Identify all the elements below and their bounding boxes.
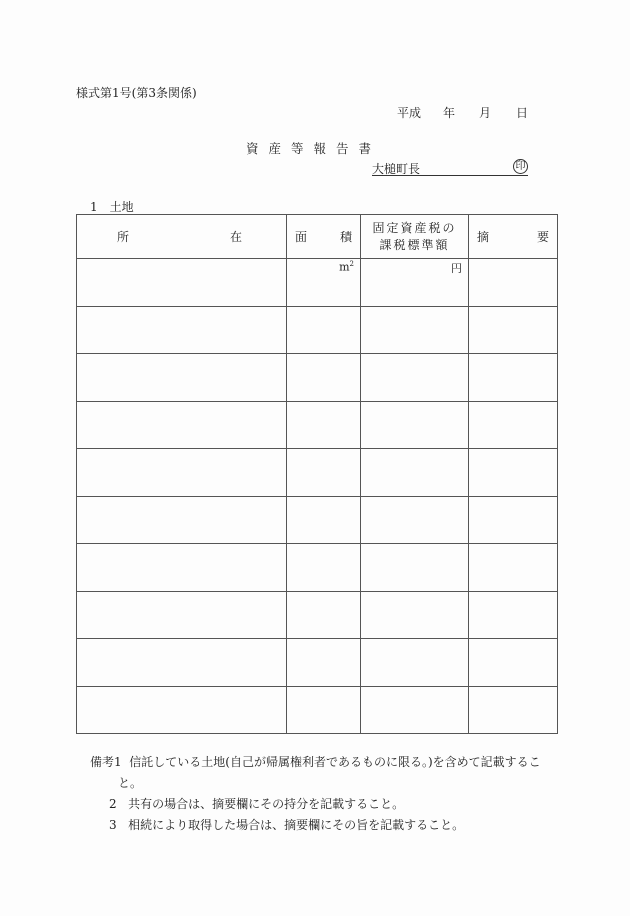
- header-text: 積: [339, 230, 352, 244]
- note-continuation: と。: [118, 776, 143, 790]
- location-cell[interactable]: [77, 591, 287, 639]
- table-row: [77, 496, 558, 544]
- area-cell[interactable]: [287, 639, 361, 687]
- note-item: [90, 752, 541, 773]
- area-cell[interactable]: [287, 686, 361, 734]
- tax-base-cell[interactable]: [361, 449, 469, 497]
- location-cell[interactable]: [77, 449, 287, 497]
- location-cell[interactable]: [77, 639, 287, 687]
- seal-icon: 印: [513, 159, 528, 174]
- area-cell[interactable]: [287, 354, 361, 402]
- note-prefix: 3: [109, 818, 117, 832]
- table-row: [77, 259, 558, 307]
- tax-base-cell[interactable]: [361, 401, 469, 449]
- tax-base-cell[interactable]: [361, 306, 469, 354]
- note-item: [90, 815, 541, 836]
- date-day: 日: [516, 106, 529, 120]
- header-text: 摘: [477, 230, 490, 244]
- header-text: 面: [295, 230, 308, 244]
- table-row: [77, 306, 558, 354]
- remarks-cell[interactable]: [469, 306, 558, 354]
- remarks-cell[interactable]: [469, 544, 558, 592]
- location-cell[interactable]: [77, 686, 287, 734]
- note-text: 相続により取得した場合は、摘要欄にその旨を記載すること。: [128, 818, 465, 832]
- remarks-cell[interactable]: [469, 401, 558, 449]
- location-cell[interactable]: [77, 354, 287, 402]
- location-cell[interactable]: [77, 306, 287, 354]
- remarks-cell[interactable]: [469, 496, 558, 544]
- tax-base-cell[interactable]: [361, 639, 469, 687]
- tax-base-cell[interactable]: [361, 686, 469, 734]
- date-era: 平成: [397, 106, 422, 120]
- date-line: [397, 104, 528, 121]
- document-title: 資産等報告書: [246, 141, 382, 156]
- header-text: 在: [229, 230, 242, 244]
- location-cell[interactable]: [77, 544, 287, 592]
- table-row: [77, 591, 558, 639]
- remarks-cell[interactable]: [469, 639, 558, 687]
- location-cell[interactable]: [77, 259, 287, 307]
- addressee: 大槌町長: [372, 162, 421, 176]
- header-text: 固定資産税の: [372, 220, 457, 235]
- header-location: [77, 215, 287, 259]
- tax-base-cell[interactable]: [361, 259, 469, 307]
- note-prefix: 2: [109, 797, 117, 811]
- note-prefix: 備考1: [90, 755, 122, 769]
- tax-base-cell[interactable]: [361, 544, 469, 592]
- table-row: [77, 544, 558, 592]
- table-row: [77, 449, 558, 497]
- area-cell[interactable]: [287, 306, 361, 354]
- section-heading: 1 土地: [90, 200, 134, 214]
- header-text: 要: [536, 230, 549, 244]
- date-month: 月: [479, 106, 492, 120]
- notes: [90, 752, 541, 836]
- area-unit-sup: 2: [349, 260, 354, 268]
- remarks-cell[interactable]: [469, 354, 558, 402]
- note-item: [90, 794, 541, 815]
- area-cell[interactable]: [287, 449, 361, 497]
- header-remarks: [469, 215, 558, 259]
- land-table: [76, 214, 558, 734]
- area-unit: m: [339, 260, 350, 274]
- area-cell[interactable]: [287, 544, 361, 592]
- tax-base-cell[interactable]: [361, 591, 469, 639]
- area-cell[interactable]: [287, 591, 361, 639]
- note-text: 信託している土地(自己が帰属権利者であるものに限る。)を含めて記載するこ: [129, 755, 541, 769]
- table-row: [77, 401, 558, 449]
- table-header-row: [77, 215, 558, 259]
- location-cell[interactable]: [77, 401, 287, 449]
- remarks-cell[interactable]: [469, 686, 558, 734]
- tax-base-cell[interactable]: [361, 354, 469, 402]
- remarks-cell[interactable]: [469, 591, 558, 639]
- header-text: 課税標準額: [379, 237, 450, 252]
- table-row: [77, 639, 558, 687]
- amount-unit: 円: [451, 262, 462, 275]
- area-cell[interactable]: [287, 496, 361, 544]
- header-text: 所: [117, 230, 130, 244]
- tax-base-cell[interactable]: [361, 496, 469, 544]
- location-cell[interactable]: [77, 496, 287, 544]
- header-area: [287, 215, 361, 259]
- date-year: 年: [443, 106, 456, 120]
- remarks-cell[interactable]: [469, 259, 558, 307]
- area-cell[interactable]: [287, 401, 361, 449]
- header-tax-base: [361, 215, 469, 259]
- form-number: 様式第1号(第3条関係): [76, 86, 197, 100]
- table-row: [77, 686, 558, 734]
- area-cell[interactable]: [287, 259, 361, 307]
- note-text: 共有の場合は、摘要欄にその持分を記載すること。: [128, 797, 405, 811]
- addressee-line: [372, 160, 528, 176]
- table-row: [77, 354, 558, 402]
- remarks-cell[interactable]: [469, 449, 558, 497]
